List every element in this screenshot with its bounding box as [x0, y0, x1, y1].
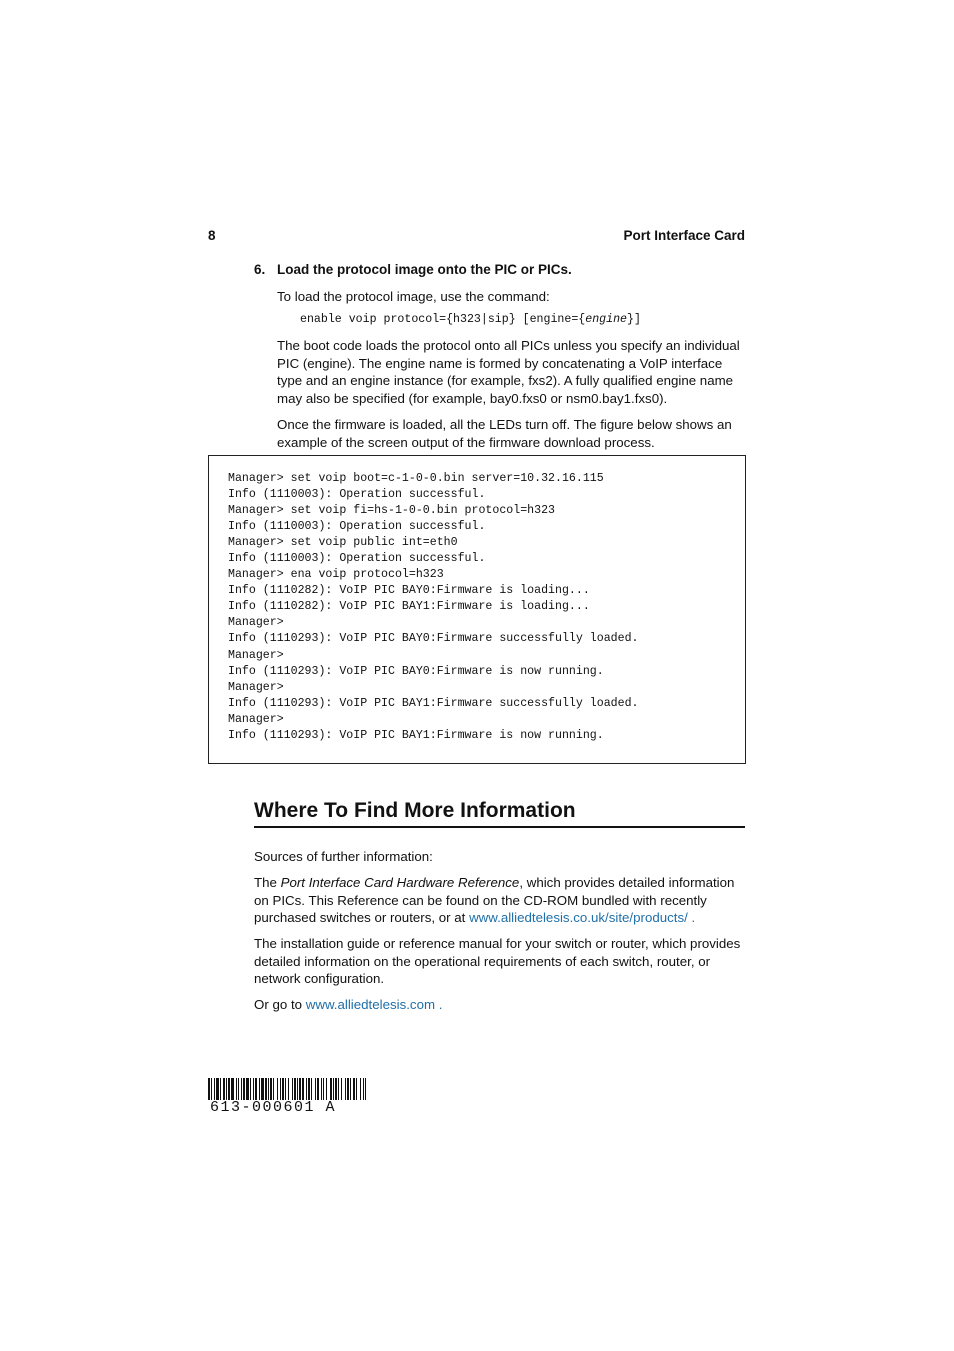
console-line: Info (1110282): VoIP PIC BAY1:Firmware is loading... [228, 600, 590, 614]
barcode-bar [265, 1078, 267, 1100]
barcode-bar [259, 1078, 260, 1100]
command-prefix: enable voip protocol={h323|sip} [engine={ [300, 313, 586, 326]
console-output [228, 471, 639, 744]
barcode-bar [277, 1078, 278, 1100]
barcode-bar [238, 1078, 239, 1100]
barcode-bar [326, 1078, 327, 1100]
section-title: Where To Find More Information [254, 799, 745, 828]
console-line: Manager> [228, 648, 284, 662]
barcode-bar [246, 1078, 249, 1100]
console-line: Manager> set voip boot=c-1-0-0.bin server=10.32.16.115 [228, 472, 604, 485]
console-line: Info (1110293): VoIP PIC BAY1:Firmware is now running. [228, 728, 604, 742]
command-suffix: }] [627, 313, 641, 326]
barcode-bar [220, 1078, 221, 1100]
barcode-bar [333, 1078, 334, 1100]
console-line: Manager> set voip fi=hs-1-0-0.bin protocol=h323 [228, 504, 555, 518]
barcode-bar [335, 1078, 337, 1100]
installation-paragraph: The installation guide or reference manual for your switch or router, which provides detailed information on the operational requirements of each switch, router, or network configuration. [254, 936, 741, 987]
firmware-paragraph: Once the firmware is loaded, all the LEDs turn off. The figure below shows an example of the screen output of the firmware download process. [277, 417, 732, 450]
barcode-bar [345, 1078, 346, 1100]
barcode-bar [365, 1078, 366, 1100]
barcode-bar [223, 1078, 225, 1100]
boot-code-paragraph: The boot code loads the protocol onto all PICs unless you specify an individual PIC (engine). The engine name is formed by concatenating a VoIP interface type and an engine instance (for example, fxs2). A fully qualified engine name may also be specified (for example, bay0.fxs0 or nsm0.bay1.fxs0). [277, 338, 740, 406]
alliedtelesis-link[interactable]: www.alliedtelesis.com . [305, 997, 443, 1012]
barcode-bar [243, 1078, 245, 1100]
command-syntax [300, 313, 641, 326]
barcode-bar [273, 1078, 274, 1100]
console-line: Manager> [228, 616, 284, 630]
step-number: 6. [254, 262, 266, 277]
console-line: Info (1110003): Operation successful. [228, 520, 486, 534]
console-line: Info (1110003): Operation successful. [228, 552, 486, 566]
running-head: Port Interface Card [623, 228, 745, 243]
page-number: 8 [208, 228, 216, 243]
barcode-bar [208, 1078, 210, 1100]
reference-pre: The [254, 875, 281, 890]
barcode-bar [321, 1078, 322, 1100]
barcode-bar [241, 1078, 242, 1100]
console-line: Manager> [228, 712, 284, 726]
console-output-figure [208, 455, 746, 764]
barcode-bar [341, 1078, 342, 1100]
barcode-bar [350, 1078, 351, 1100]
barcode-bar [317, 1078, 319, 1100]
console-line: Manager> [228, 680, 284, 694]
barcode-bar [261, 1078, 264, 1100]
barcode-bar [360, 1078, 361, 1100]
barcode-bar [308, 1078, 310, 1100]
barcode-bar [282, 1078, 284, 1100]
goto-pre: Or go to [254, 997, 306, 1012]
barcode-bar [270, 1078, 272, 1100]
barcode [208, 1078, 366, 1100]
barcode-bar [255, 1078, 257, 1100]
reference-post: , which provides detailed information on PICs. This Reference can be found on the CD-ROM bundled with recently purchased switches or routers, or at [254, 875, 735, 926]
barcode-bar [363, 1078, 364, 1100]
console-line: Info (1110293): VoIP PIC BAY0:Firmware successfully loaded. [228, 632, 639, 646]
barcode-bar [338, 1078, 339, 1100]
barcode-bar [294, 1078, 296, 1100]
barcode-bar [306, 1078, 307, 1100]
barcode-bar [292, 1078, 293, 1100]
sources-label: Sources of further information: [254, 849, 433, 864]
console-line: Info (1110282): VoIP PIC BAY0:Firmware is loading... [228, 584, 590, 598]
barcode-bar [236, 1078, 237, 1100]
barcode-bar [353, 1078, 355, 1100]
barcode-bar [297, 1078, 298, 1100]
barcode-bar [302, 1078, 304, 1100]
reference-title: Port Interface Card Hardware Reference [280, 875, 520, 890]
step-title: Load the protocol image onto the PIC or PICs. [277, 262, 572, 277]
barcode-number: 613-000601 A [210, 1099, 337, 1116]
command-engine-param: engine [585, 313, 628, 326]
console-line: Manager> set voip public int=eth0 [228, 536, 458, 550]
console-line: Info (1110293): VoIP PIC BAY0:Firmware is now running. [228, 664, 604, 678]
barcode-bar [216, 1078, 219, 1100]
barcode-bar [285, 1078, 286, 1100]
barcode-bar [315, 1078, 316, 1100]
console-line: Info (1110003): Operation successful. [228, 488, 486, 502]
barcode-bar [288, 1078, 289, 1100]
intro-text: To load the protocol image, use the command: [277, 289, 550, 304]
barcode-bar [311, 1078, 312, 1100]
barcode-bar [250, 1078, 251, 1100]
barcode-bar [214, 1078, 215, 1100]
goto-paragraph [254, 996, 746, 1014]
barcode-bar [280, 1078, 281, 1100]
barcode-bar [228, 1078, 230, 1100]
step-heading [254, 262, 572, 277]
barcode-bar [323, 1078, 324, 1100]
barcode-bar [299, 1078, 301, 1100]
barcode-bar [268, 1078, 269, 1100]
barcode-bar [356, 1078, 357, 1100]
barcode-bar [253, 1078, 254, 1100]
barcode-bar [211, 1078, 212, 1100]
console-line: Manager> ena voip protocol=h323 [228, 568, 444, 582]
barcode-bar [330, 1078, 332, 1100]
products-link[interactable]: www.alliedtelesis.co.uk/site/products/ . [469, 910, 696, 926]
barcode-bar [231, 1078, 234, 1100]
reference-paragraph [254, 874, 746, 927]
barcode-bar [347, 1078, 349, 1100]
barcode-bar [226, 1078, 227, 1100]
console-line: Info (1110293): VoIP PIC BAY1:Firmware successfully loaded. [228, 696, 639, 710]
